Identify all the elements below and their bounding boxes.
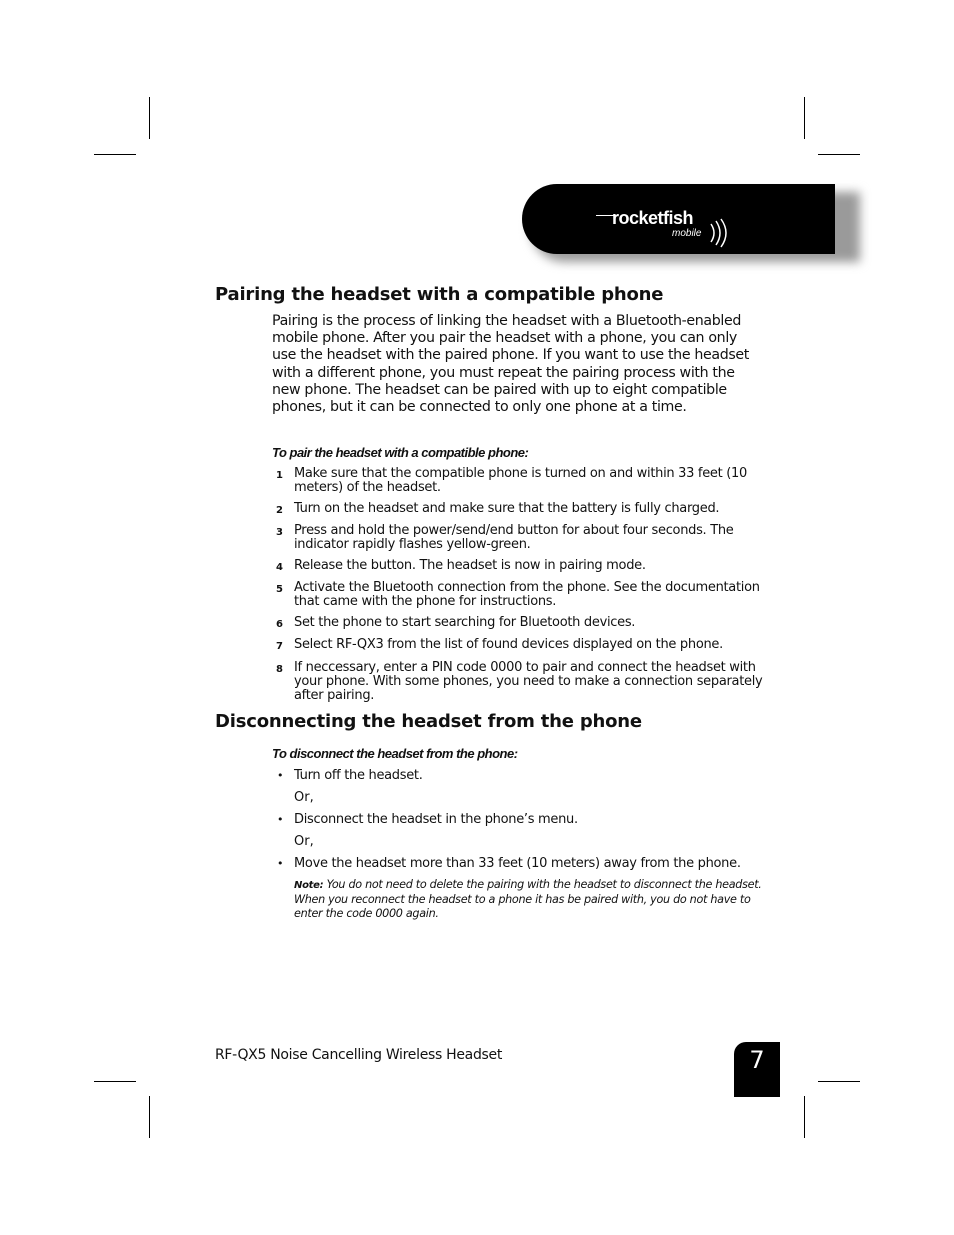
footer-title: RF-QX5 Noise Cancelling Wireless Headset xyxy=(215,1047,503,1063)
note-text: You do not need to delete the pairing with the headset to disconnect the headset. When you reconnect the headset to a phone it has be paired with, you do not have to enter the code 0000 again. xyxy=(294,878,762,920)
list-item: 5 Activate the Bluetooth connection from the phone. See the documentation that came with the phone for instructions. xyxy=(276,580,760,609)
list-item: • Disconnect the headset in the phone’s menu. xyxy=(277,812,578,827)
crop-mark xyxy=(804,1096,805,1138)
note xyxy=(294,878,764,921)
disconnect-options-list xyxy=(272,768,764,871)
crop-mark xyxy=(804,97,805,139)
section-heading-disconnecting: Disconnecting the headset from the phone xyxy=(215,711,642,732)
list-item: 2 Turn on the headset and make sure that the battery is fully charged. xyxy=(276,500,720,516)
list-item: 7 Select RF-QX3 from the list of found devices displayed on the phone. xyxy=(276,637,723,652)
or-separator: Or, xyxy=(294,790,314,805)
crop-mark xyxy=(149,1096,150,1138)
wireless-waves-icon xyxy=(708,218,732,248)
crop-mark xyxy=(818,154,860,155)
brand-logo-text: rocketfish xyxy=(612,208,694,228)
pairing-intro: Pairing is the process of linking the headset with a Bluetooth-enabled mobile phone. After you pair the headset with a phone, you can only use the headset with the paired phone. If you want to use the headset with a different phone, you must repeat the pairing process with the new phone. The headset can be paired with up to eight compatible phones, but it can be connected to only one phone at a time. xyxy=(272,313,750,416)
or-separator: Or, xyxy=(294,834,314,849)
list-item: 4 Release the button. The headset is now in pairing mode. xyxy=(276,557,646,573)
list-item: 1 Make sure that the compatible phone is turned on and within 33 feet (10 meters) of the headset. xyxy=(276,466,747,495)
list-item: 8 If neccessary, enter a PIN code 0000 to pair and connect the headset with your phone. With some phones, you need to make a connection separately after pairing. xyxy=(276,659,763,703)
note-label: Note: xyxy=(294,880,324,891)
page-number: 7 xyxy=(734,1042,780,1097)
pairing-subheading: To pair the headset with a compatible phone: xyxy=(272,445,529,460)
crop-mark xyxy=(818,1081,860,1082)
list-item: 6 Set the phone to start searching for Bluetooth devices. xyxy=(276,614,636,630)
section-heading-pairing: Pairing the headset with a compatible phone xyxy=(215,284,664,305)
list-item: • Move the headset more than 33 feet (10 meters) away from the phone. xyxy=(277,856,741,871)
list-item: 3 Press and hold the power/send/end button for about four seconds. The indicator rapidly flashes yellow-green. xyxy=(276,523,734,552)
crop-mark xyxy=(94,1081,136,1082)
pairing-steps-list xyxy=(272,467,764,709)
crop-mark xyxy=(149,97,150,139)
crop-mark xyxy=(94,154,136,155)
disconnect-subheading: To disconnect the headset from the phone: xyxy=(272,746,518,761)
brand-logo-subtext: mobile xyxy=(672,228,702,239)
list-item: • Turn off the headset. xyxy=(277,768,423,783)
